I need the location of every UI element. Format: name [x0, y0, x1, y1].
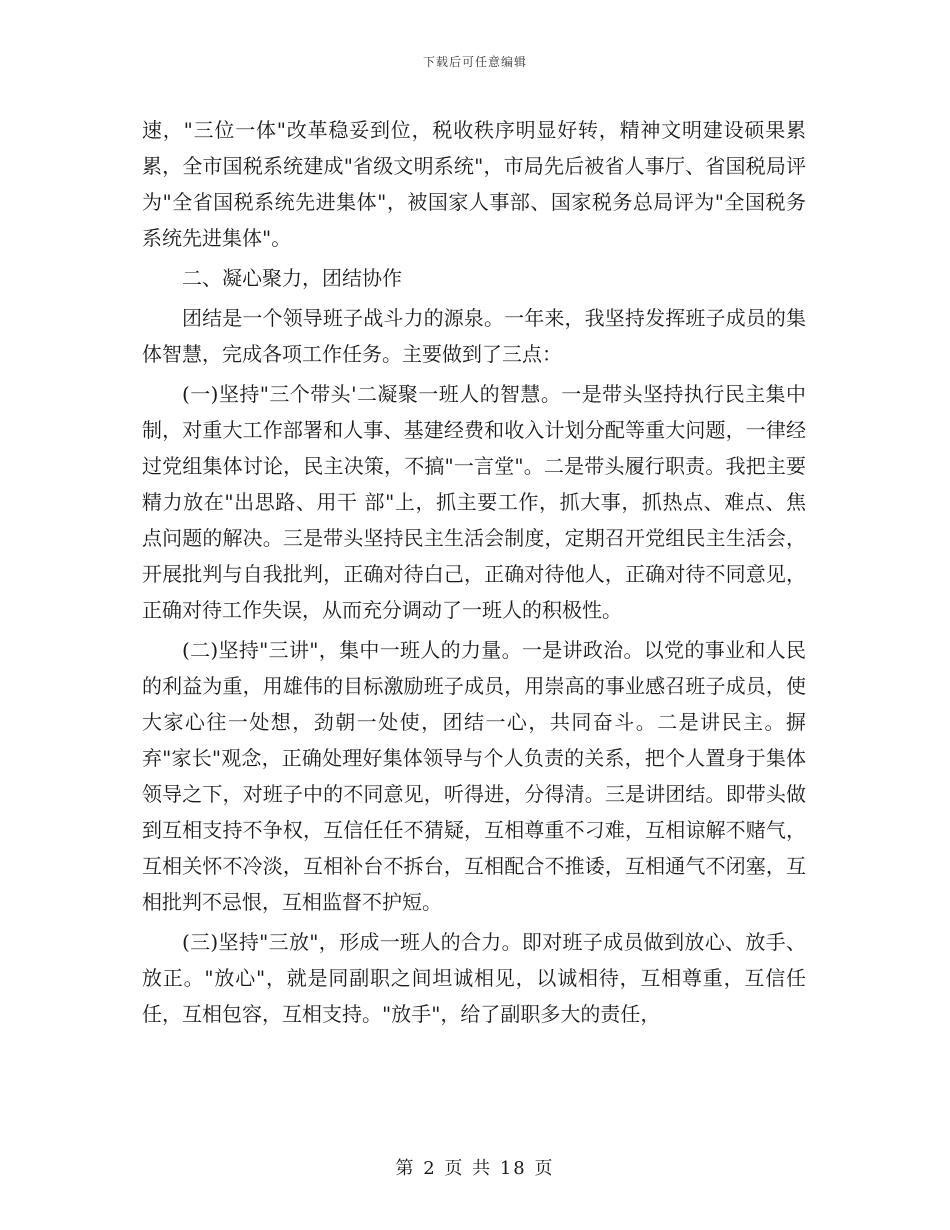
paragraph-continued: 速，"三位一体"改革稳妥到位，税收秩序明显好转，精神文明建设硕果累累，全市国税系统建成"省级文明系统"，市局先后被省人事厅、省国税局评为"全省国税系统先进集体"，被国家人事部、国家税务总局评为"全国税务系统先进集体"。	[142, 118, 806, 250]
page-header-note: 下载后可任意编辑	[422, 55, 527, 69]
paragraph-point-3: (三)坚持"三放"，形成一班人的合力。即对班子成员做到放心、放手、放正。"放心"，就是同副职之间坦诚相见，以诚相待，互相尊重，互信任任，互相包容，互相支持。"放手"，给了副职多大的责任，	[142, 930, 806, 1026]
document-body	[142, 112, 806, 1032]
page-number: 第 2 页 共 18 页	[395, 1158, 555, 1179]
paragraph-intro: 团结是一个领导班子战斗力的源泉。一年来，我坚持发挥班子成员的集体智慧，完成各项工作任务。主要做到了三点：	[142, 306, 806, 366]
paragraph-point-2: (二)坚持"三讲"，集中一班人的力量。一是讲政治。以党的事业和人民的利益为重，用雄伟的目标激励班子成员，用崇高的事业感召班子成员，使大家心往一处想，劲朝一处使，团结一心，共同奋斗。二是讲民主。摒弃"家长"观念，正确处理好集体领导与个人负责的关系，把个人置身于集体领导之下，对班子中的不同意见，听得进，分得清。三是讲团结。即带头做到互相支持不争权，互信任任不猜疑，互相尊重不刁难，互相谅解不赌气，互相关怀不冷淡，互相补台不拆台，互相配合不推诿，互相通气不闭塞，互相批判不忌恨，互相监督不护短。	[142, 638, 806, 914]
section-heading: 二、凝心聚力，团结协作	[182, 266, 402, 290]
paragraph-point-1: (一)坚持"三个带头'二凝聚一班人的智慧。一是带头坚持执行民主集中制，对重大工作部署和人事、基建经费和收入计划分配等重大问题，一律经过党组集体讨论，民主决策，不搞"一言堂"。二是带头履行职责。我把主要精力放在"出思路、用干 部"上，抓主要工作，抓大事，抓热点、难点、焦点问题的解决。三是带头坚持民主生活会制度，定期召开党组民主生活会，开展批判与自我批判，正确对待白己，正确对待他人，正确对待不同意见，正确对待工作失误，从而充分调动了一班人的积极性。	[142, 382, 806, 622]
